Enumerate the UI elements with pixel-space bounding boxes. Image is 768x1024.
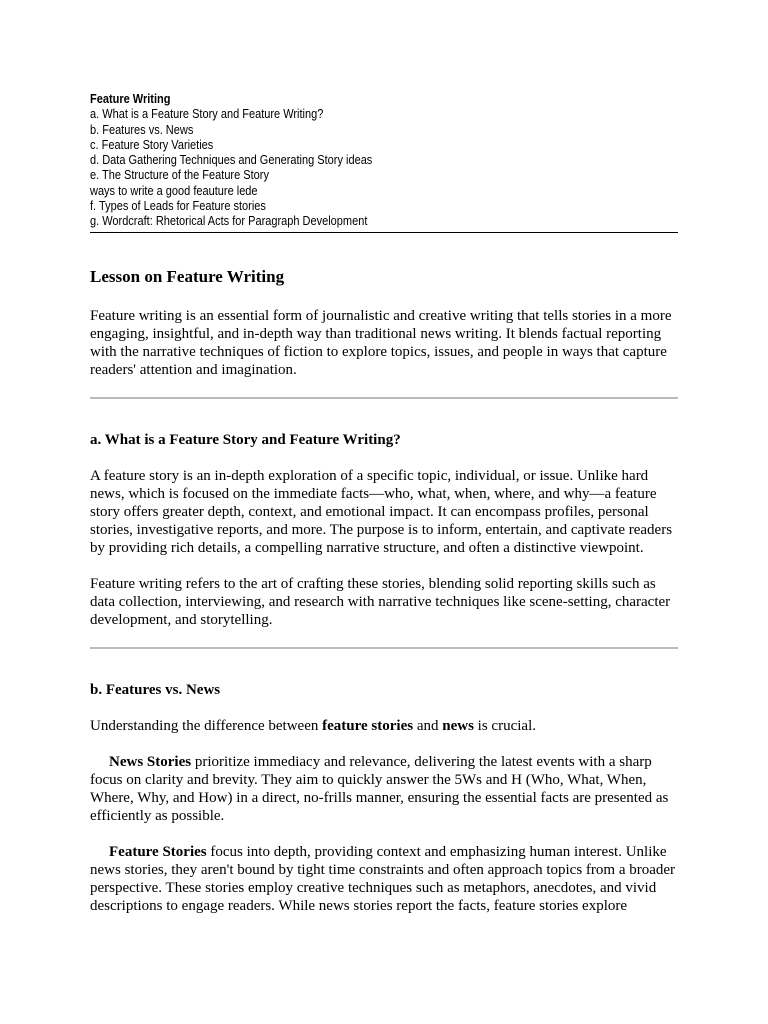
intro-text: Understanding the difference between xyxy=(90,718,323,734)
news-stories-text: prioritize immediacy and relevance, delivering the latest events with a sharp focus on clarity and brevity. They aim to quickly answer the 5Ws and H (Who, What, When, Where, Why, and How) in a direct, no-frills manner, ensuring the essential facts are presented as efficiently as possible. xyxy=(90,754,669,824)
toc-title: Feature Writing xyxy=(90,92,171,106)
section-a-paragraph-1: A feature story is an in-depth exploration of a specific topic, individual, or issue. Unlike hard news, which is focused on the immediate facts—who, what, when, where, and why—a feature story offers greater depth, context, and emotional impact. It can encompass profiles, personal stories, investigative reports, and more. The purpose is to inform, entertain, and captivate readers by providing rich details, a compelling narrative structure, and often a distinctive viewpoint. xyxy=(90,468,673,556)
news-stories-label: News Stories xyxy=(109,754,192,770)
feature-stories-text: focus into depth, providing context and emphasizing human interest. Unlike news stories, they aren't bound by tight time constraints and often approach topics from a broader perspective. These stories employ creative techniques such as metaphors, anecdotes, and vivid descriptions to engage readers. While news stories report the facts, feature stories explore xyxy=(90,844,676,914)
news-stories-paragraph xyxy=(90,753,678,825)
feature-stories-paragraph xyxy=(90,843,678,915)
toc-item: ways to write a good feauture lede xyxy=(90,183,258,198)
table-of-contents xyxy=(90,92,607,230)
lesson-body xyxy=(90,262,678,915)
toc-item: b. Features vs. News xyxy=(90,122,194,137)
toc-item: c. Feature Story Varieties xyxy=(90,137,214,152)
toc-divider xyxy=(90,232,678,233)
toc-item: g. Wordcraft: Rhetorical Acts for Paragraph Development xyxy=(90,214,368,229)
toc-item: f. Types of Leads for Feature stories xyxy=(90,199,266,214)
section-divider xyxy=(90,397,678,399)
section-b-intro xyxy=(90,717,678,735)
section-divider xyxy=(90,647,678,649)
lesson-intro: Feature writing is an essential form of journalistic and creative writing that tells stories in a more engaging, insightful, and in-depth way than traditional news writing. It blends factual reporting with the narrative techniques of fiction to explore topics, issues, and people in ways that capture readers' attention and imagination. xyxy=(90,308,672,378)
section-b-heading: b. Features vs. News xyxy=(90,682,221,698)
toc-item: e. The Structure of the Feature Story xyxy=(90,168,269,183)
lesson-title: Lesson on Feature Writing xyxy=(90,267,285,286)
intro-bold-feature-stories: feature stories xyxy=(322,718,414,734)
toc-item: a. What is a Feature Story and Feature Writing? xyxy=(90,107,324,122)
feature-stories-label: Feature Stories xyxy=(109,844,207,860)
intro-bold-news: news xyxy=(442,718,474,734)
section-a-paragraph-2: Feature writing refers to the art of crafting these stories, blending solid reporting skills such as data collection, interviewing, and research with narrative techniques like scene-setting, character development, and storytelling. xyxy=(90,576,671,628)
intro-text: is crucial. xyxy=(473,718,536,734)
intro-text: and xyxy=(413,718,443,734)
toc-item: d. Data Gathering Techniques and Generating Story ideas xyxy=(90,153,373,168)
section-a-heading: a. What is a Feature Story and Feature Writing? xyxy=(90,432,401,448)
